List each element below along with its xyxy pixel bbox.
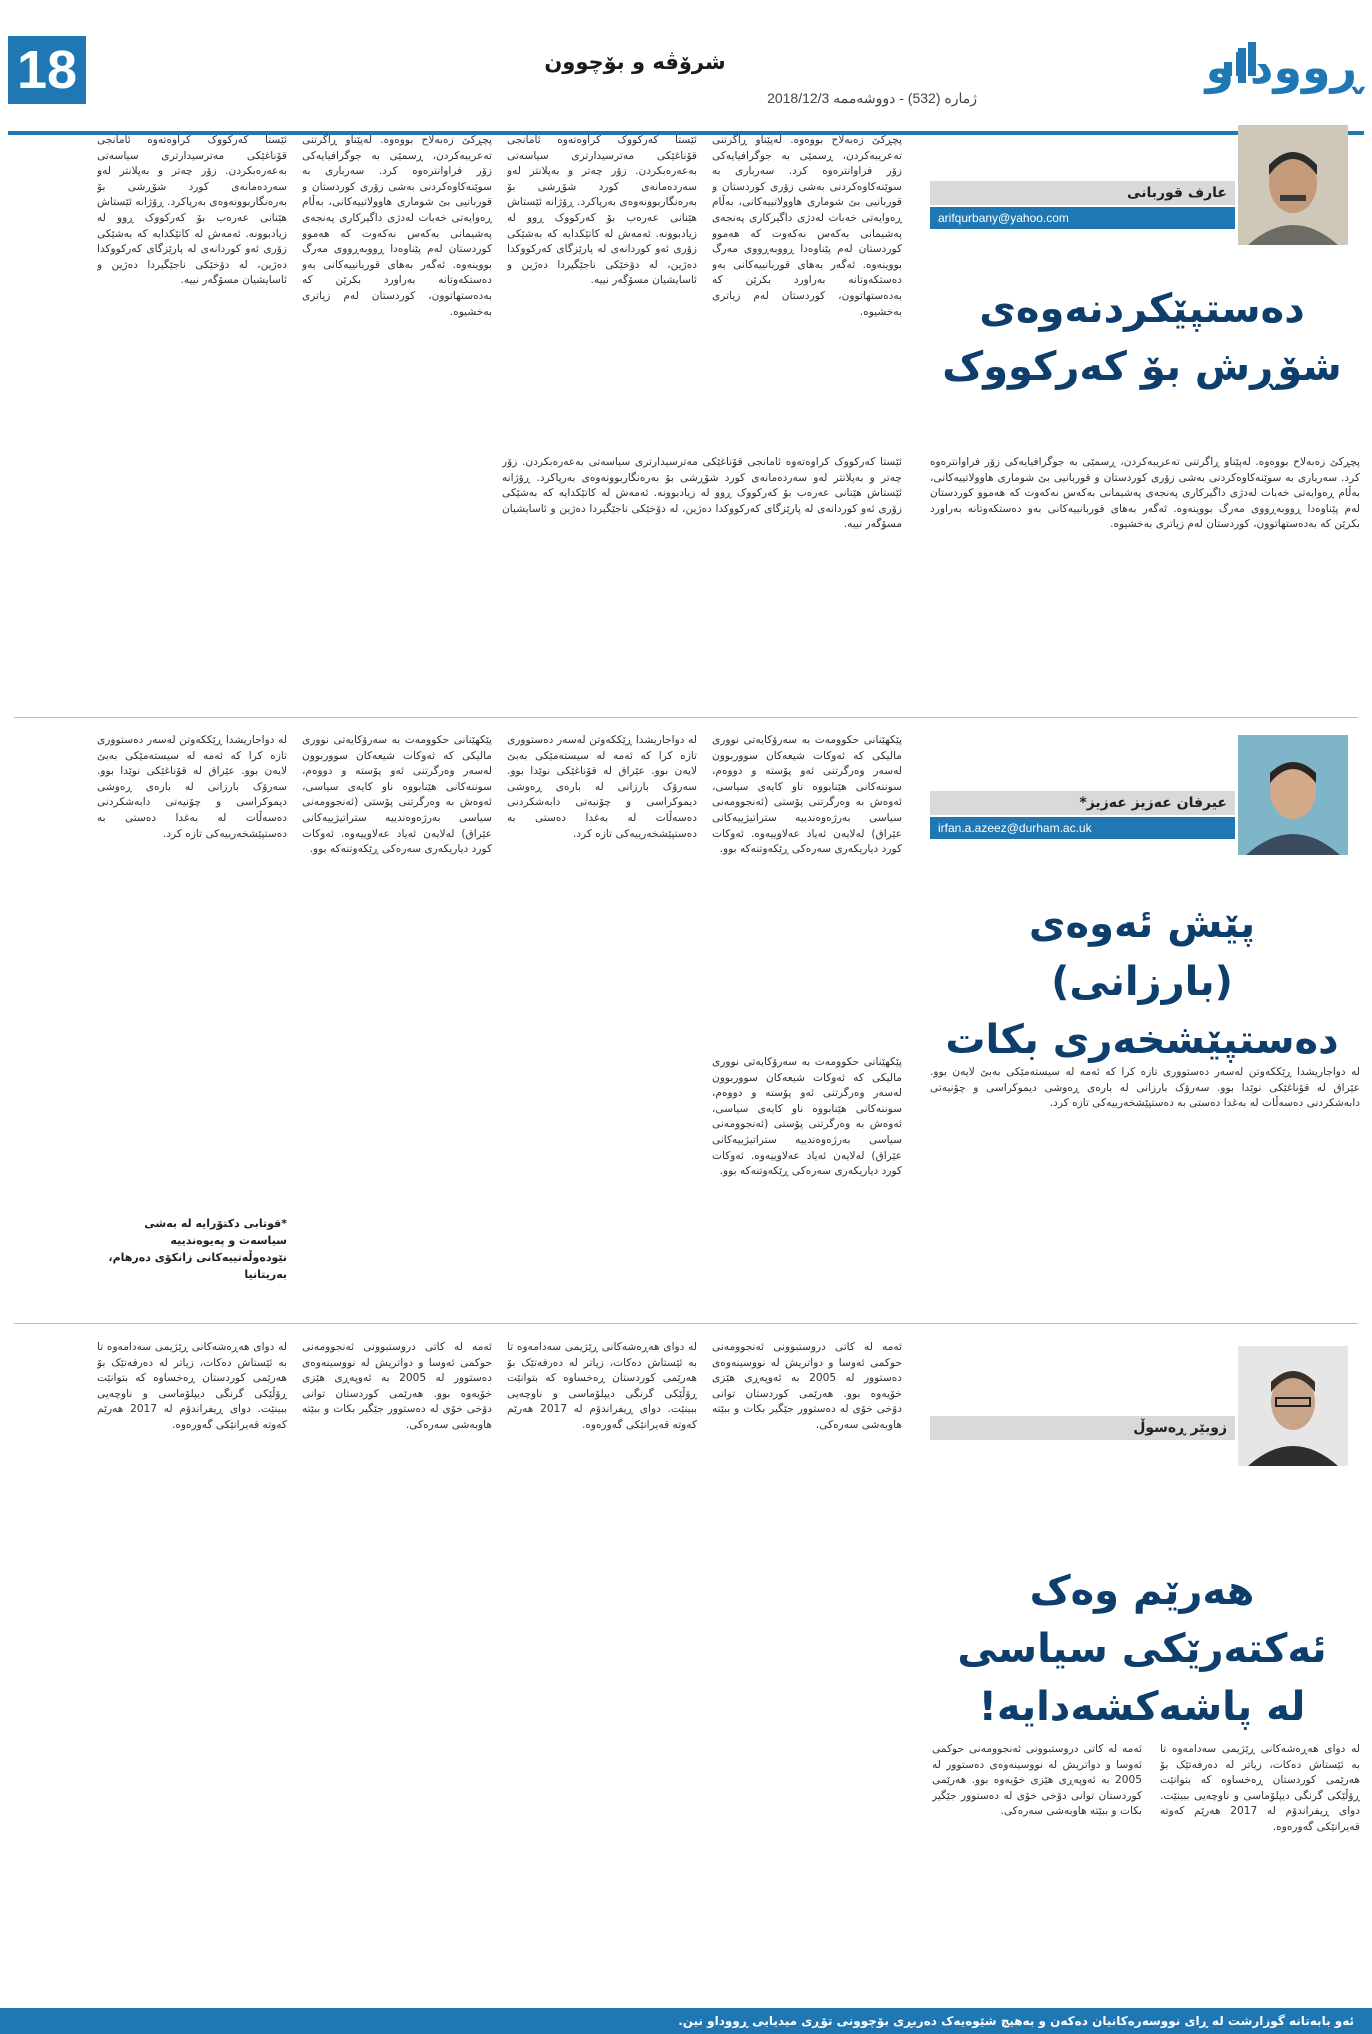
author-portrait-icon [1238, 125, 1348, 245]
issue-info: ژمارە (532) - دووشەممە 2018/12/3 [767, 90, 977, 106]
article-column: لە دوای هەڕەشەکانی ڕێژیمی سەدامەوە تا بە ئێستاش دەکات، زیاتر لە دەرفەتێک بۆ هەرێمی کوردستان ڕەخساوە کە بتوانێت ڕۆڵێکی گرنگی دیپلۆماسی و ناوچەیی ببینێت. دوای ڕیفراندۆم لە 2017 هەرێم کەوتە قەیرانێکی گەورەوە. [97, 1341, 287, 1431]
article-column: پچڕکێ زەبەلاح بووەوە. لەپێناو ڕاگرتنی تەعریبەکردن، ڕسمێی بە جوگرافیایەکی زۆر فراوانترەوە کرد. سەرباری بە سوێنەکاوەکردنی بەشی زۆری کوردستان و قوربانیی بێ شوماری هاوولاتییەکانی، بەڵام ڕەوایەتی خەبات لەدژی داگیرکاری پەنجەی پەشیمانی بەکەس نەکەوت کە هەموو کوردستان لەم پێناوەدا ڕووبەڕووی مەرگ بووینەوە. ئەگەر بەهای قوربانییەکانی بەو دەستکەوتانە بەراورد بکرێن کە بەدەستهاتوون، کوردستان لەم زیاتری بەخشیوە. [930, 456, 1360, 531]
article-2 [0, 725, 1372, 1325]
article-1 [0, 125, 1372, 720]
article-column: پچڕکێ زەبەلاح بووەوە. لەپێناو ڕاگرتنی تەعریبەکردن، ڕسمێی بە جوگرافیایەکی زۆر فراوانترەوە کرد. سەرباری بە سوێنەکاوەکردنی بەشی زۆری کوردستان و قوربانیی بێ شوماری هاوولاتییەکانی، بەڵام ڕەوایەتی خەبات لەدژی داگیرکاری پەنجەی پەشیمانی بەکەس نەکەوت کە هەموو کوردستان لەم پێناوەدا ڕووبەڕووی مەرگ بووینەوە. ئەگەر بەهای قوربانییەکانی بەو دەستکەوتانە بەراورد بکرێن کە بەدەستهاتوون، کوردستان لەم زیاتری بەخشیوە. [302, 134, 492, 318]
author-name: عیرفان عەزیز عەزیز* [930, 791, 1235, 815]
article-column: ئێستا کەرکووک کراوەتەوە ئامانجی قۆناغێکی مەترسیدارتری سیاسەتی بەعەرەبکردن. زۆر چەتر و بەپلانتر لەو سەردەمانەی کورد شۆڕشی بۆ بەرەنگاربوونەوەی بەرپاکرد. ڕۆژانە ئێستاش هێنانی عەرەب بۆ کەرکووک ڕوو لە زیادبوونە. ئەمەش لە کاتێکدایە کە بەشێکی زۆری ئەو کوردانەی لە پارێزگای کەرکووکدا دەژین، لە دۆخێکی ناجێگیردا دەژین و ئاسایشیان مسۆگەر نییە. [502, 456, 902, 531]
author-name: عارف قوربانی [930, 181, 1235, 205]
section-title: شرۆڤە و بۆچوون [544, 50, 726, 74]
page-header [0, 20, 1372, 115]
author-footnote: *قوتابی دکتۆرایە لە بەشی سیاسەت و پەیوەندییە نێودەوڵەتییەکانی زانکۆی دەرهام، بەریتانیا [108, 1217, 287, 1281]
footer-disclaimer: ئەو بابەتانە گوزارشت لە ڕای نووسەرەکانیان دەکەن و بەهیچ شێوەیەک دەربڕی بۆچوونی تۆڕی میدیایی ڕووداو نین. [678, 2014, 1354, 2028]
article-3 [0, 1332, 1372, 2002]
masthead-name: ڕووداو [1205, 40, 1362, 94]
page-footer [0, 2008, 1372, 2034]
masthead-logo [1205, 32, 1362, 110]
article-divider [14, 717, 1358, 718]
author-email[interactable]: irfan.a.azeez@durham.ac.uk [930, 817, 1235, 839]
article-column: لە دواجاریشدا ڕێککەوتن لەسەر دەستووری تازە کرا کە ئەمە لە سیستەمێکی بەبێ لایەن بوو. عێراق لە قۆناغێکی نوێدا بوو. سەرۆک بارزانی لە بارەی ڕەوشی دیموکراسی و چۆنیەتی دابەشکردنی دەسەڵات لە بەغدا دەستی بە دەستپێشخەرییەکی تازە کرد. [97, 734, 287, 840]
author-photo [1238, 735, 1348, 855]
article-column: ئێستا کەرکووک کراوەتەوە ئامانجی قۆناغێکی مەترسیدارتری سیاسەتی بەعەرەبکردن. زۆر چەتر و بەپلانتر لەو سەردەمانەی کورد شۆڕشی بۆ بەرەنگاربوونەوەی بەرپاکرد. ڕۆژانە ئێستاش هێنانی عەرەب بۆ کەرکووک ڕوو لە زیادبوونە. ئەمەش لە کاتێکدایە کە بەشێکی زۆری ئەو کوردانەی لە پارێزگای کەرکووکدا دەژین، لە دۆخێکی ناجێگیردا دەژین و ئاسایشیان مسۆگەر نییە. [507, 134, 697, 287]
article-column: لە دوای هەڕەشەکانی ڕێژیمی سەدامەوە تا بە ئێستاش دەکات، زیاتر لە دەرفەتێک بۆ هەرێمی کوردستان ڕەخساوە کە بتوانێت ڕۆڵێکی گرنگی دیپلۆماسی و ناوچەیی ببینێت. دوای ڕیفراندۆم لە 2017 هەرێم کەوتە قەیرانێکی گەورەوە. [1160, 1743, 1360, 1833]
author-box [930, 1346, 1360, 1466]
author-name: زوبێر ڕەسوڵ [930, 1416, 1235, 1440]
article-column: ئێستا کەرکووک کراوەتەوە ئامانجی قۆناغێکی مەترسیدارتری سیاسەتی بەعەرەبکردن. زۆر چەتر و بەپلانتر لەو سەردەمانەی کورد شۆڕشی بۆ بەرەنگاربوونەوەی بەرپاکرد. ڕۆژانە ئێستاش هێنانی عەرەب بۆ کەرکووک ڕوو لە زیادبوونە. ئەمەش لە کاتێکدایە کە بەشێکی زۆری ئەو کوردانەی لە پارێزگای کەرکووکدا دەژین، لە دۆخێکی ناجێگیردا دەژین و ئاسایشیان مسۆگەر نییە. [97, 134, 287, 287]
author-portrait-icon [1238, 735, 1348, 855]
article-column: ئەمە لە کاتی دروستبوونی ئەنجوومەنی حوکمی ئەوسا و دواتریش لە نووسینەوەی دەستوور لە 2005 بە ئەوپەڕی هێزی خۆیەوە بوو. هەرێمی کوردستان توانی دۆخی خۆی لە دەستوور جێگیر بکات و ببێتە هاوبەشی سەرەکی. [712, 1341, 902, 1431]
author-portrait-icon [1238, 1346, 1348, 1466]
article-column: پێکهێنانی حکوومەت بە سەرۆکایەتی نووری مالیکی کە ئەوکات شیعەکان سووربوون لەسەر وەرگرتنی ئەو پۆستە و دووەم، سوننەکانی هێنابووە ناو کایەی سیاسی، ئەوەش بە وەرگرتنی پۆستی (ئەنجوومەنی سیاسی بەرژەوەندییە ستراتیژییەکانی عێراق) لەلایەن ئەیاد عەلاوییەوە. ئەوکات کورد دیاریکەری سەرەکی ڕێکەوتنەکە بوو. [302, 734, 492, 856]
article-headline: دەستپێکردنەوەی شۆڕش بۆ کەرکووک [942, 286, 1342, 390]
article-column: لە دواجاریشدا ڕێککەوتن لەسەر دەستووری تازە کرا کە ئەمە لە سیستەمێکی بەبێ لایەن بوو. عێراق لە قۆناغێکی نوێدا بوو. سەرۆک بارزانی لە بارەی ڕەوشی دیموکراسی و چۆنیەتی دابەشکردنی دەسەڵات لە بەغدا دەستی بە دەستپێشخەرییەکی تازە کرد. [507, 734, 697, 840]
article-headline: پێش ئەوەی (بارزانی) دەستپێشخەری بکات [945, 901, 1339, 1063]
article-column: پێکهێنانی حکوومەت بە سەرۆکایەتی نووری مالیکی کە ئەوکات شیعەکان سووربوون لەسەر وەرگرتنی ئەو پۆستە و دووەم، سوننەکانی هێنابووە ناو کایەی سیاسی، ئەوەش بە وەرگرتنی پۆستی (ئەنجوومەنی سیاسی بەرژەوەندییە ستراتیژییەکانی عێراق) لەلایەن ئەیاد عەلاوییەوە. ئەوکات کورد دیاریکەری سەرەکی ڕێکەوتنەکە بوو. [712, 1056, 902, 1178]
page-number: 18 [8, 36, 86, 104]
article-column: پچڕکێ زەبەلاح بووەوە. لەپێناو ڕاگرتنی تەعریبەکردن، ڕسمێی بە جوگرافیایەکی زۆر فراوانترەوە کرد. سەرباری بە سوێنەکاوەکردنی بەشی زۆری کوردستان و قوربانیی بێ شوماری هاوولاتییەکانی، بەڵام ڕەوایەتی خەبات لەدژی داگیرکاری پەنجەی پەشیمانی بەکەس نەکەوت کە هەموو کوردستان لەم پێناوەدا ڕووبەڕووی مەرگ بووینەوە. ئەگەر بەهای قوربانییەکانی بەو دەستکەوتانە بەراورد بکرێن کە بەدەستهاتوون، کوردستان لەم زیاتری بەخشیوە. [712, 134, 902, 318]
article-column: لە دواجاریشدا ڕێککەوتن لەسەر دەستووری تازە کرا کە ئەمە لە سیستەمێکی بەبێ لایەن بوو. عێراق لە قۆناغێکی نوێدا بوو. سەرۆک بارزانی لە بارەی ڕەوشی دیموکراسی و چۆنیەتی دابەشکردنی دەسەڵات لە بەغدا دەستی بە دەستپێشخەرییەکی تازە کرد. [930, 1066, 1360, 1110]
article-headline: هەرێم وەک ئەکتەرێکی سیاسی لە پاشەکشەدایە! [957, 1568, 1327, 1730]
article-divider [14, 1323, 1358, 1324]
author-photo [1238, 125, 1348, 245]
author-email[interactable]: arifqurbany@yahoo.com [930, 207, 1235, 229]
author-box [930, 735, 1360, 855]
article-column: لە دوای هەڕەشەکانی ڕێژیمی سەدامەوە تا بە ئێستاش دەکات، زیاتر لە دەرفەتێک بۆ هەرێمی کوردستان ڕەخساوە کە بتوانێت ڕۆڵێکی گرنگی دیپلۆماسی و ناوچەیی ببینێت. دوای ڕیفراندۆم لە 2017 هەرێم کەوتە قەیرانێکی گەورەوە. [507, 1341, 697, 1431]
author-box [930, 125, 1360, 245]
article-column: ئەمە لە کاتی دروستبوونی ئەنجوومەنی حوکمی ئەوسا و دواتریش لە نووسینەوەی دەستوور لە 2005 بە ئەوپەڕی هێزی خۆیەوە بوو. هەرێمی کوردستان توانی دۆخی خۆی لە دەستوور جێگیر بکات و ببێتە هاوبەشی سەرەکی. [302, 1341, 492, 1431]
article-column: ئەمە لە کاتی دروستبوونی ئەنجوومەنی حوکمی ئەوسا و دواتریش لە نووسینەوەی دەستوور لە 2005 بە ئەوپەڕی هێزی خۆیەوە بوو. هەرێمی کوردستان توانی دۆخی خۆی لە دەستوور جێگیر بکات و ببێتە هاوبەشی سەرەکی. [932, 1743, 1142, 1818]
author-photo [1238, 1346, 1348, 1466]
article-column: پێکهێنانی حکوومەت بە سەرۆکایەتی نووری مالیکی کە ئەوکات شیعەکان سووربوون لەسەر وەرگرتنی ئەو پۆستە و دووەم، سوننەکانی هێنابووە ناو کایەی سیاسی، ئەوەش بە وەرگرتنی پۆستی (ئەنجوومەنی سیاسی بەرژەوەندییە ستراتیژییەکانی عێراق) لەلایەن ئەیاد عەلاوییەوە. ئەوکات کورد دیاریکەری سەرەکی ڕێکەوتنەکە بوو. [712, 734, 902, 856]
